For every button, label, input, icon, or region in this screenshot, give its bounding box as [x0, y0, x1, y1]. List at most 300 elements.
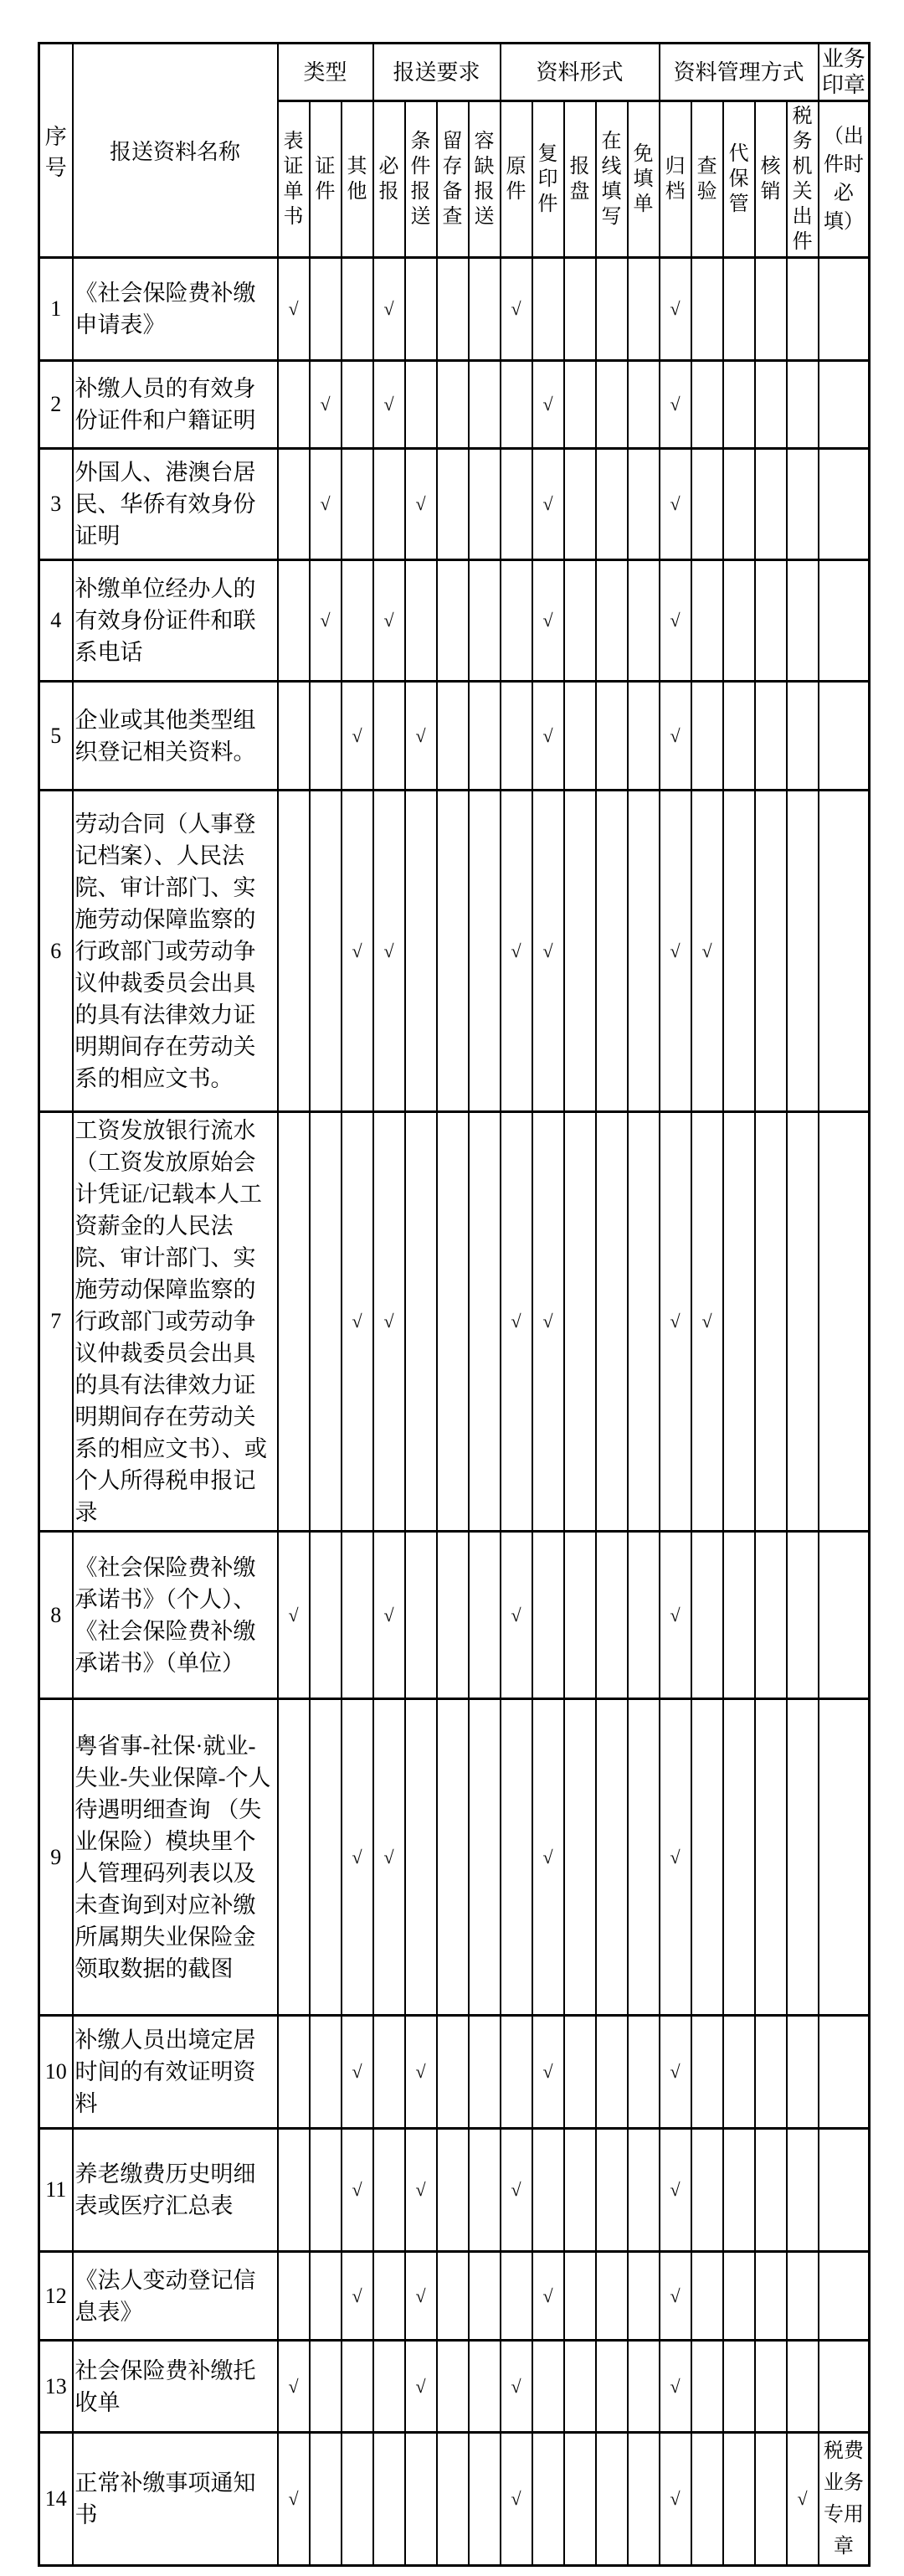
check-cell [405, 560, 437, 682]
check-cell [342, 2341, 373, 2433]
check-cell [437, 2252, 469, 2341]
row-name: 补缴人员的有效身份证件和户籍证明 [73, 361, 278, 449]
check-cell [310, 2433, 342, 2566]
check-cell [469, 791, 501, 1112]
check-cell [787, 1699, 819, 2016]
check-cell [628, 2016, 660, 2129]
check-cell [437, 682, 469, 791]
check-cell [469, 361, 501, 449]
check-cell [437, 791, 469, 1112]
check-cell [278, 560, 310, 682]
check-cell [373, 682, 405, 791]
row-serial: 7 [39, 1112, 73, 1532]
check-cell [564, 449, 596, 560]
check-cell [564, 791, 596, 1112]
check-cell [501, 361, 532, 449]
check-cell [723, 2252, 755, 2341]
col-header-disk: 报盘 [564, 101, 596, 258]
check-cell [787, 791, 819, 1112]
row-name: 《社会保险费补缴申请表》 [73, 258, 278, 361]
table-row [39, 1699, 870, 2016]
seal-cell [819, 258, 870, 361]
check-cell [691, 2016, 723, 2129]
col-header-inspect: 查验 [691, 101, 723, 258]
check-cell [628, 1699, 660, 2016]
check-cell [787, 2016, 819, 2129]
check-cell [755, 2433, 787, 2566]
col-header-formfree: 免填单 [628, 101, 660, 258]
row-serial: 9 [39, 1699, 73, 2016]
check-cell [564, 2433, 596, 2566]
check-cell [691, 560, 723, 682]
check-cell [755, 449, 787, 560]
check-cell: √ [660, 2341, 691, 2433]
check-cell [787, 2341, 819, 2433]
check-cell [310, 2252, 342, 2341]
check-cell: √ [405, 2016, 437, 2129]
check-cell [723, 449, 755, 560]
col-header-form-doc: 表证单书 [278, 101, 310, 258]
check-cell: √ [660, 449, 691, 560]
check-cell: √ [501, 1112, 532, 1532]
check-cell [278, 2252, 310, 2341]
check-cell [787, 2129, 819, 2252]
row-name: 《法人变动登记信息表》 [73, 2252, 278, 2341]
check-cell [787, 560, 819, 682]
header-group-row [39, 44, 870, 101]
check-cell [691, 1699, 723, 2016]
table-row [39, 791, 870, 1112]
check-cell [405, 1699, 437, 2016]
table-body [39, 258, 870, 2566]
check-cell: √ [342, 2129, 373, 2252]
check-cell: √ [405, 682, 437, 791]
check-cell [532, 2433, 564, 2566]
check-cell: √ [405, 2341, 437, 2433]
check-cell [501, 1699, 532, 2016]
check-cell [596, 2129, 628, 2252]
check-cell [310, 2341, 342, 2433]
check-cell [628, 2129, 660, 2252]
check-cell [628, 2252, 660, 2341]
row-serial: 2 [39, 361, 73, 449]
col-header-certificate: 证件 [310, 101, 342, 258]
check-cell [723, 791, 755, 1112]
check-cell [532, 2129, 564, 2252]
check-cell: √ [787, 2433, 819, 2566]
check-cell [755, 258, 787, 361]
check-cell [278, 2129, 310, 2252]
check-cell: √ [373, 361, 405, 449]
check-cell [278, 1112, 310, 1532]
check-cell [691, 258, 723, 361]
check-cell [278, 791, 310, 1112]
check-cell [628, 1532, 660, 1699]
check-cell [596, 449, 628, 560]
check-cell [787, 361, 819, 449]
table-row [39, 2016, 870, 2129]
check-cell: √ [373, 258, 405, 361]
check-cell [691, 682, 723, 791]
check-cell [596, 1699, 628, 2016]
check-cell [691, 2129, 723, 2252]
col-header-custody: 代保管 [723, 101, 755, 258]
check-cell [564, 1699, 596, 2016]
check-cell [755, 1532, 787, 1699]
check-cell [405, 2433, 437, 2566]
check-cell [564, 2252, 596, 2341]
check-cell: √ [532, 791, 564, 1112]
check-cell: √ [660, 2129, 691, 2252]
check-cell [564, 2341, 596, 2433]
check-cell [755, 1699, 787, 2016]
check-cell: √ [310, 560, 342, 682]
check-cell [596, 560, 628, 682]
check-cell: √ [532, 560, 564, 682]
check-cell [373, 2433, 405, 2566]
col-header-tolerant: 容缺报送 [469, 101, 501, 258]
check-cell [596, 258, 628, 361]
check-cell [373, 2252, 405, 2341]
check-cell [596, 791, 628, 1112]
check-cell [723, 2129, 755, 2252]
check-cell [723, 1532, 755, 1699]
check-cell [691, 449, 723, 560]
check-cell [596, 361, 628, 449]
seal-cell [819, 2016, 870, 2129]
check-cell [437, 1699, 469, 2016]
check-cell: √ [691, 1112, 723, 1532]
check-cell [596, 2016, 628, 2129]
check-cell: √ [660, 1532, 691, 1699]
check-cell [501, 449, 532, 560]
check-cell [437, 361, 469, 449]
check-cell [723, 2341, 755, 2433]
check-cell: √ [310, 449, 342, 560]
seal-cell [819, 560, 870, 682]
check-cell: √ [373, 791, 405, 1112]
check-cell [532, 258, 564, 361]
col-header-tax-issued: 税务机关出件 [787, 101, 819, 258]
row-serial: 12 [39, 2252, 73, 2341]
check-cell [342, 449, 373, 560]
check-cell: √ [278, 1532, 310, 1699]
row-serial: 5 [39, 682, 73, 791]
check-cell [787, 682, 819, 791]
seal-cell: 税费业务专用章 [819, 2433, 870, 2566]
check-cell: √ [532, 2252, 564, 2341]
check-cell [469, 682, 501, 791]
check-cell: √ [532, 1699, 564, 2016]
check-cell: √ [342, 791, 373, 1112]
row-name: 正常补缴事项通知书 [73, 2433, 278, 2566]
check-cell [405, 1532, 437, 1699]
check-cell [723, 682, 755, 791]
seal-cell [819, 2341, 870, 2433]
seal-cell [819, 1699, 870, 2016]
check-cell [755, 791, 787, 1112]
row-name: 外国人、港澳台居民、华侨有效身份证明 [73, 449, 278, 560]
check-cell: √ [405, 2252, 437, 2341]
check-cell: √ [373, 1699, 405, 2016]
check-cell: √ [278, 2433, 310, 2566]
row-serial: 13 [39, 2341, 73, 2433]
check-cell [373, 2341, 405, 2433]
check-cell [501, 2016, 532, 2129]
row-serial: 14 [39, 2433, 73, 2566]
check-cell [564, 682, 596, 791]
check-cell [755, 1112, 787, 1532]
row-name: 养老缴费历史明细表或医疗汇总表 [73, 2129, 278, 2252]
check-cell [628, 791, 660, 1112]
seal-cell [819, 449, 870, 560]
check-cell [628, 449, 660, 560]
check-cell: √ [501, 2341, 532, 2433]
check-cell [278, 1699, 310, 2016]
check-cell: √ [405, 449, 437, 560]
check-cell [691, 2341, 723, 2433]
row-name: 粤省事-社保·就业-失业-失业保障-个人待遇明细查询 （失业保险）模块里个人管理码列表以及未查询到对应补缴所属期失业保险金领取数据的截图 [73, 1699, 278, 2016]
col-header-copy: 复印件 [532, 101, 564, 258]
check-cell [310, 2016, 342, 2129]
row-name: 企业或其他类型组织登记相关资料。 [73, 682, 278, 791]
table-row [39, 361, 870, 449]
check-cell [596, 2433, 628, 2566]
check-cell [628, 258, 660, 361]
check-cell [501, 2252, 532, 2341]
check-cell: √ [532, 682, 564, 791]
check-cell: √ [660, 682, 691, 791]
row-name: 劳动合同（人事登记档案）、人民法院、审计部门、实施劳动保障监察的行政部门或劳动争议仲裁委员会出具的具有法律效力证明期间存在劳动关系的相应文书。 [73, 791, 278, 1112]
check-cell [310, 791, 342, 1112]
check-cell: √ [501, 2433, 532, 2566]
check-cell [373, 2129, 405, 2252]
check-cell [278, 2016, 310, 2129]
check-cell [755, 2252, 787, 2341]
table-row [39, 1532, 870, 1699]
row-name: 社会保险费补缴托收单 [73, 2341, 278, 2433]
check-cell [628, 1112, 660, 1532]
check-cell [469, 2341, 501, 2433]
check-cell: √ [310, 361, 342, 449]
seal-cell [819, 361, 870, 449]
check-cell: √ [405, 2129, 437, 2252]
seal-cell [819, 1532, 870, 1699]
col-header-other: 其他 [342, 101, 373, 258]
row-name: 补缴人员出境定居时间的有效证明资料 [73, 2016, 278, 2129]
check-cell [469, 1112, 501, 1532]
check-cell [437, 2341, 469, 2433]
check-cell [723, 560, 755, 682]
check-cell: √ [532, 2016, 564, 2129]
check-cell: √ [532, 1112, 564, 1532]
check-cell [405, 791, 437, 1112]
check-cell: √ [373, 560, 405, 682]
col-header-retain: 留存备查 [437, 101, 469, 258]
seal-cell [819, 791, 870, 1112]
check-cell: √ [660, 560, 691, 682]
check-cell [723, 258, 755, 361]
check-cell [342, 560, 373, 682]
check-cell: √ [660, 791, 691, 1112]
check-cell: √ [660, 1112, 691, 1532]
group-header-type: 类型 [278, 44, 373, 101]
check-cell: √ [691, 791, 723, 1112]
check-cell [596, 1532, 628, 1699]
check-cell [596, 2252, 628, 2341]
check-cell: √ [660, 361, 691, 449]
seal-cell [819, 2252, 870, 2341]
check-cell [342, 361, 373, 449]
col-header-archive: 归档 [660, 101, 691, 258]
check-cell [469, 1699, 501, 2016]
table-row [39, 2341, 870, 2433]
check-cell [310, 2129, 342, 2252]
check-cell [373, 449, 405, 560]
row-serial: 11 [39, 2129, 73, 2252]
table-row [39, 258, 870, 361]
check-cell [755, 560, 787, 682]
check-cell [628, 682, 660, 791]
check-cell: √ [660, 2252, 691, 2341]
table-row [39, 2129, 870, 2252]
check-cell [787, 2252, 819, 2341]
col-header-serial: 序号 [39, 44, 73, 258]
seal-cell [819, 1112, 870, 1532]
check-cell [437, 2129, 469, 2252]
check-cell [755, 682, 787, 791]
check-cell [755, 2341, 787, 2433]
check-cell: √ [342, 1112, 373, 1532]
check-cell [628, 2341, 660, 2433]
check-cell [564, 2129, 596, 2252]
check-cell: √ [501, 2129, 532, 2252]
check-cell [310, 258, 342, 361]
table-row [39, 2252, 870, 2341]
row-serial: 1 [39, 258, 73, 361]
check-cell [691, 1532, 723, 1699]
check-cell [501, 682, 532, 791]
row-name: 补缴单位经办人的有效身份证件和联系电话 [73, 560, 278, 682]
row-name: 工资发放银行流水（工资发放原始会计凭证/记载本人工资薪金的人民法院、审计部门、实施劳动保障监察的行政部门或劳动争议仲裁委员会出具的具有法律效力证明期间存在劳动关系的相应文书）、或个人所得税申报记录 [73, 1112, 278, 1532]
check-cell [596, 1112, 628, 1532]
check-cell [787, 258, 819, 361]
col-header-original: 原件 [501, 101, 532, 258]
check-cell [437, 2433, 469, 2566]
check-cell: √ [501, 1532, 532, 1699]
group-header-form: 资料形式 [501, 44, 660, 101]
check-cell: √ [501, 791, 532, 1112]
col-header-mandatory: 必报 [373, 101, 405, 258]
check-cell: √ [342, 2016, 373, 2129]
check-cell [564, 2016, 596, 2129]
check-cell: √ [373, 1112, 405, 1532]
group-header-management: 资料管理方式 [660, 44, 819, 101]
check-cell [469, 2252, 501, 2341]
check-cell [691, 361, 723, 449]
check-cell [691, 2252, 723, 2341]
check-cell [278, 361, 310, 449]
check-cell [564, 560, 596, 682]
check-cell [437, 560, 469, 682]
check-cell [310, 682, 342, 791]
check-cell [405, 1112, 437, 1532]
col-header-writeoff: 核销 [755, 101, 787, 258]
check-cell [564, 361, 596, 449]
check-cell [723, 361, 755, 449]
col-header-online: 在线填写 [596, 101, 628, 258]
row-name: 《社会保险费补缴承诺书》（个人）、《社会保险费补缴承诺书》（单位） [73, 1532, 278, 1699]
check-cell: √ [532, 361, 564, 449]
group-header-seal: 业务印章 [819, 44, 870, 101]
check-cell [278, 682, 310, 791]
col-header-name: 报送资料名称 [73, 44, 278, 258]
check-cell [787, 1112, 819, 1532]
row-serial: 4 [39, 560, 73, 682]
check-cell: √ [660, 2016, 691, 2129]
check-cell [373, 2016, 405, 2129]
table-row [39, 1112, 870, 1532]
group-header-requirement: 报送要求 [373, 44, 501, 101]
check-cell [628, 2433, 660, 2566]
table-row [39, 560, 870, 682]
col-header-conditional: 条件报送 [405, 101, 437, 258]
seal-cell [819, 682, 870, 791]
check-cell [755, 2129, 787, 2252]
check-cell [469, 2016, 501, 2129]
check-cell [596, 682, 628, 791]
check-cell: √ [660, 258, 691, 361]
check-cell [310, 1112, 342, 1532]
check-cell: √ [342, 2252, 373, 2341]
check-cell [405, 361, 437, 449]
check-cell [723, 2433, 755, 2566]
check-cell [310, 1532, 342, 1699]
check-cell [723, 1699, 755, 2016]
check-cell [469, 258, 501, 361]
check-cell [787, 449, 819, 560]
check-cell [691, 2433, 723, 2566]
materials-table [38, 42, 871, 2567]
check-cell [469, 2433, 501, 2566]
check-cell [532, 1532, 564, 1699]
check-cell: √ [660, 1699, 691, 2016]
check-cell [564, 1532, 596, 1699]
check-cell [310, 1699, 342, 2016]
col-header-seal-note: （出件时必填） [819, 101, 870, 258]
check-cell [437, 258, 469, 361]
table-row [39, 682, 870, 791]
check-cell [342, 1532, 373, 1699]
table-row [39, 449, 870, 560]
check-cell [532, 2341, 564, 2433]
check-cell [437, 449, 469, 560]
check-cell: √ [278, 258, 310, 361]
check-cell [723, 1112, 755, 1532]
check-cell: √ [278, 2341, 310, 2433]
check-cell: √ [342, 1699, 373, 2016]
check-cell [469, 449, 501, 560]
table-row [39, 2433, 870, 2566]
row-serial: 10 [39, 2016, 73, 2129]
check-cell [596, 2341, 628, 2433]
check-cell [405, 258, 437, 361]
check-cell [342, 2433, 373, 2566]
check-cell [437, 2016, 469, 2129]
check-cell [342, 258, 373, 361]
check-cell [628, 560, 660, 682]
row-serial: 3 [39, 449, 73, 560]
